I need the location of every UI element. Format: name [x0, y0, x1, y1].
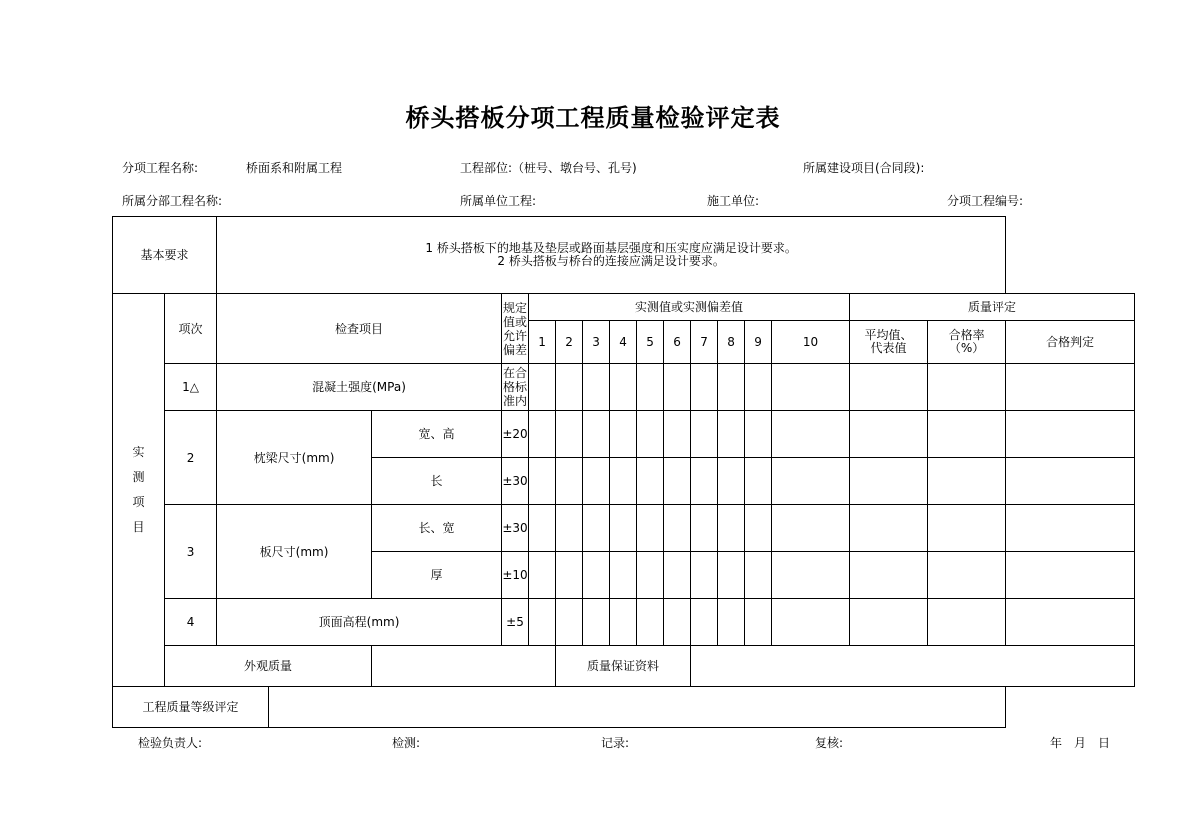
row-2-spec-1: ±20: [502, 411, 529, 458]
col-average: 平均值、 代表值: [850, 321, 928, 364]
grade-value: [269, 687, 1006, 728]
measure-no-2: 2: [556, 321, 583, 364]
row-3-item: 板尺寸(mm): [217, 505, 372, 599]
measured-items-side-label: 实 测 项 目: [113, 294, 165, 687]
sub-project-no-label: 分项工程编号:: [947, 194, 1024, 208]
col-check-item: 检查项目: [217, 294, 502, 364]
footer-date: 年 月 日: [1050, 736, 1111, 750]
measure-no-9: 9: [745, 321, 772, 364]
row-1-item: 混凝土强度(MPa): [217, 364, 502, 411]
page-title: 桥头搭板分项工程质量检验评定表: [405, 104, 781, 132]
basic-requirement-1: 1 桥头搭板下的地基及垫层或路面基层强度和压实度应满足设计要求。: [425, 241, 797, 255]
row-2-no: 2: [165, 411, 217, 505]
footer-reviewer: 复核:: [815, 736, 844, 750]
appearance-quality-value: [372, 646, 556, 687]
measure-no-6: 6: [664, 321, 691, 364]
construction-project-label: 所属建设项目(合同段):: [803, 161, 925, 175]
sub-project-name-value: 桥面系和附属工程: [246, 161, 343, 175]
footer-recorder: 记录:: [601, 736, 630, 750]
footer-tester: 检测:: [392, 736, 421, 750]
row-2-sub-1: 宽、高: [372, 411, 502, 458]
row-4-no: 4: [165, 599, 217, 646]
row-3-spec-1: ±30: [502, 505, 529, 552]
basic-requirements-content: [217, 217, 1006, 294]
basic-requirement-2: 2 桥头搭板与桥台的连接应满足设计要求。: [497, 254, 725, 268]
row-2-sub-2: 长: [372, 458, 502, 505]
sub-project-name-label: 分项工程名称:: [122, 161, 199, 175]
row-3-sub-1: 长、宽: [372, 505, 502, 552]
row-3-spec-2: ±10: [502, 552, 529, 599]
unit-project-label: 所属单位工程:: [460, 194, 537, 208]
measure-no-3: 3: [583, 321, 610, 364]
row-4-spec: ±5: [502, 599, 529, 646]
contractor-label: 施工单位:: [707, 194, 760, 208]
inspection-table: [112, 216, 1135, 728]
appearance-quality-label: 外观质量: [165, 646, 372, 687]
row-2-spec-2: ±30: [502, 458, 529, 505]
col-quality-group: 质量评定: [850, 294, 1135, 321]
footer-inspector: 检验负责人:: [138, 736, 203, 750]
measure-no-8: 8: [718, 321, 745, 364]
row-1-no: 1△: [165, 364, 217, 411]
col-pass-judge: 合格判定: [1006, 321, 1135, 364]
grade-label: 工程质量等级评定: [113, 687, 269, 728]
measure-no-10: 10: [772, 321, 850, 364]
col-pass-rate: 合格率 （%）: [928, 321, 1006, 364]
measure-no-1: 1: [529, 321, 556, 364]
quality-docs-value: [691, 646, 1135, 687]
measure-no-5: 5: [637, 321, 664, 364]
row-3-no: 3: [165, 505, 217, 599]
col-item-no: 项次: [165, 294, 217, 364]
measure-no-7: 7: [691, 321, 718, 364]
row-1-spec: 在合格标准内: [502, 364, 529, 411]
division-project-label: 所属分部工程名称:: [122, 194, 223, 208]
row-3-sub-2: 厚: [372, 552, 502, 599]
measure-no-4: 4: [610, 321, 637, 364]
col-spec: 规定值或允许偏差: [502, 294, 529, 364]
col-measured-group: 实测值或实测偏差值: [529, 294, 850, 321]
quality-docs-label: 质量保证资料: [556, 646, 691, 687]
location-label: 工程部位:（桩号、墩台号、孔号): [460, 161, 637, 175]
basic-requirements-label: 基本要求: [113, 217, 217, 294]
row-2-item: 枕梁尺寸(mm): [217, 411, 372, 505]
row-4-item: 顶面高程(mm): [217, 599, 502, 646]
